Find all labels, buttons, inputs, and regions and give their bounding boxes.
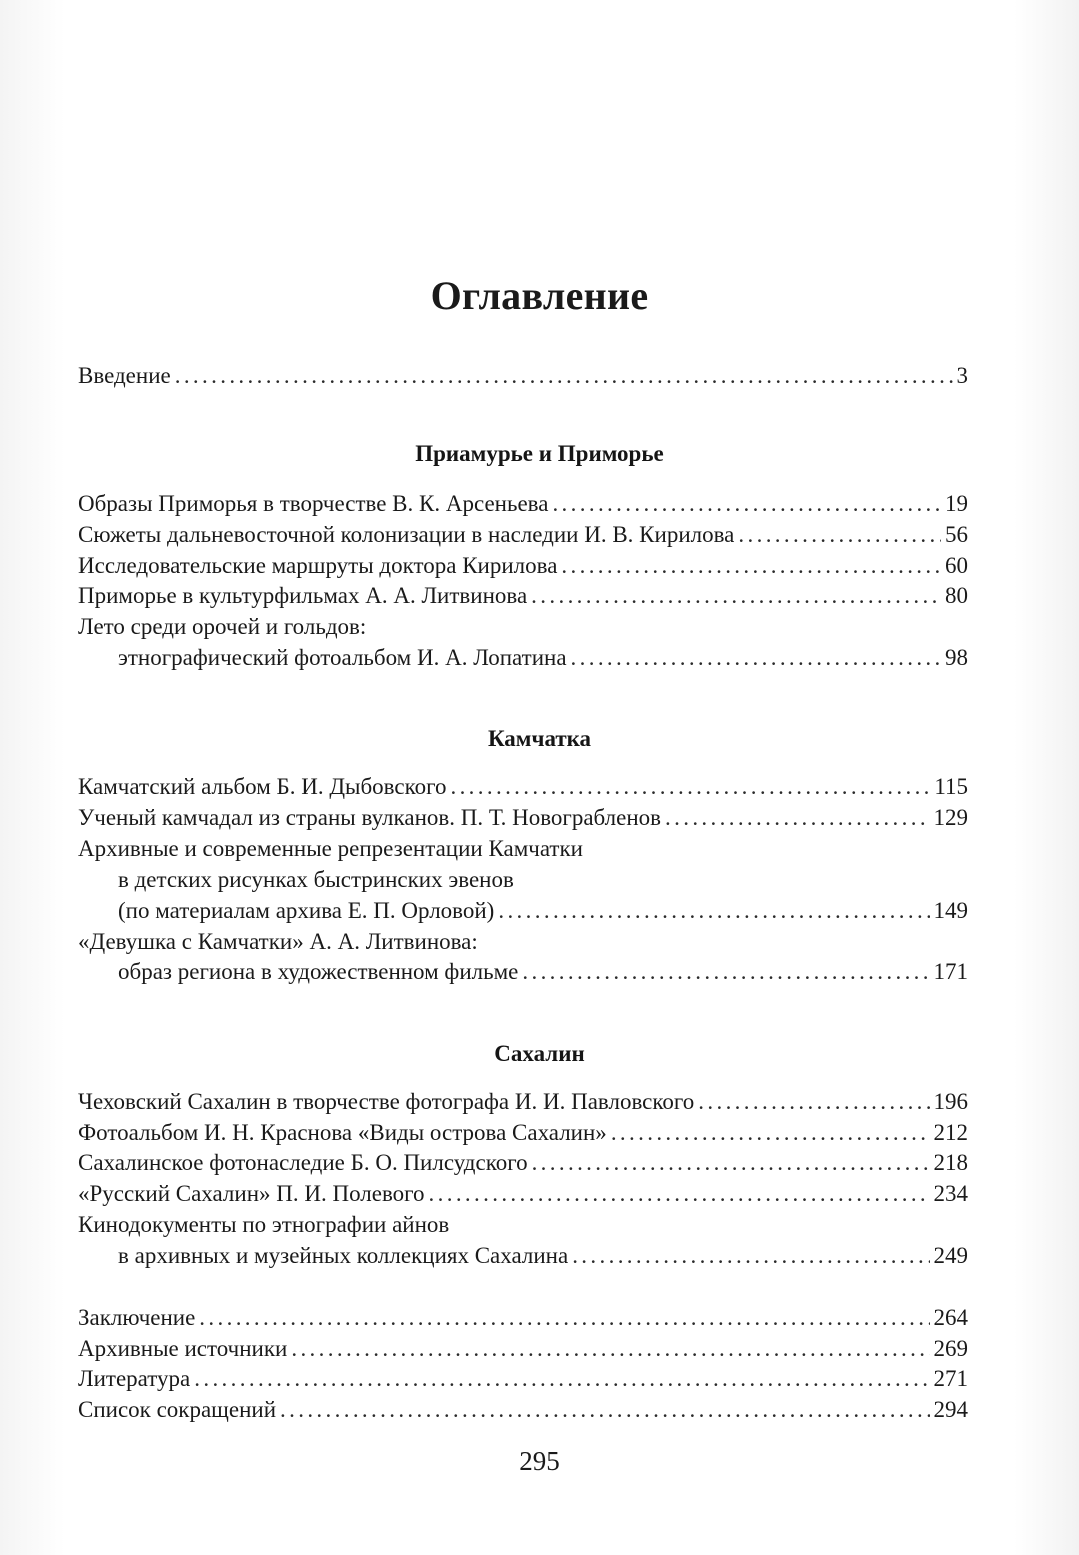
toc-entry-label: Исследовательские маршруты доктора Кирилова [78, 553, 558, 578]
toc-entry-label-line: Лето среди орочей и гольдов: [78, 614, 367, 639]
toc-entry-page: 98 [945, 645, 968, 670]
leader-dots [194, 1363, 929, 1394]
toc-entry-page: 149 [933, 898, 968, 923]
toc-entry-label: образ региона в художественном фильме [118, 959, 519, 984]
leader-dots [175, 360, 953, 391]
toc-entry-page: 129 [933, 805, 968, 830]
toc-entry-label: Ученый камчадал из страны вулканов. П. Т. Новограбленов [78, 805, 662, 830]
toc-entry-label: в архивных и музейных коллекциях Сахалина [118, 1243, 569, 1268]
toc-entry-label: (по материалам архива Е. П. Орловой) [118, 898, 495, 923]
toc-entry-page: 171 [933, 959, 968, 984]
page-title: Оглавление [430, 273, 649, 318]
toc-entry-label: Образы Приморья в творчестве В. К. Арсеньева [78, 491, 549, 516]
toc-entry-label: Приморье в культурфильмах А. А. Литвинова [78, 583, 528, 608]
toc-entry-back[interactable] [78, 1394, 968, 1425]
toc-entry-label: Заключение [78, 1305, 196, 1330]
toc-entry-page: 80 [945, 583, 968, 608]
toc-entry[interactable] [118, 895, 968, 926]
leader-dots [450, 771, 930, 802]
toc-entry-label: «Русский Сахалин» П. И. Полевого [78, 1181, 425, 1206]
leader-dots [698, 1086, 929, 1117]
toc-entry-label-line: Кинодокументы по этнографии айнов [78, 1212, 450, 1237]
leader-dots [611, 1117, 930, 1148]
toc-entry[interactable] [118, 1240, 968, 1271]
toc-entry-label: Чеховский Сахалин в творчестве фотографа И. И. Павловского [78, 1089, 695, 1114]
toc-entry-page: 271 [933, 1366, 968, 1391]
leader-dots [199, 1302, 929, 1333]
toc-entry-back[interactable] [78, 1333, 968, 1364]
toc-entry-page: 60 [945, 553, 968, 578]
toc-entry-label: Сахалинское фотонаследие Б. О. Пилсудского [78, 1150, 528, 1175]
toc-entry-page: 196 [933, 1089, 968, 1114]
toc-entry-intro[interactable] [78, 360, 968, 391]
leader-dots [531, 580, 941, 611]
toc-entry-page: 19 [945, 491, 968, 516]
toc-entry[interactable] [78, 580, 968, 611]
toc-entry-label: Введение [78, 363, 171, 388]
leader-dots [552, 488, 941, 519]
section-heading: Камчатка [487, 726, 592, 751]
toc-entry[interactable] [78, 771, 968, 802]
toc-entry-page: 294 [933, 1397, 968, 1422]
leader-dots [561, 550, 941, 581]
leader-dots [665, 802, 929, 833]
toc-entry-label: Литература [78, 1366, 191, 1391]
toc-entry-label: Сюжеты дальневосточной колонизации в наследии И. В. Кирилова [78, 522, 735, 547]
toc-entry[interactable] [78, 1117, 968, 1148]
toc-entry-page: 234 [933, 1181, 968, 1206]
toc-entry-label-line: «Девушка с Камчатки» А. А. Литвинова: [78, 929, 478, 954]
toc-entry-page: 212 [933, 1120, 968, 1145]
toc-entry[interactable] [78, 802, 968, 833]
leader-dots [571, 642, 941, 673]
toc-entry-label-line: в детских рисунках быстринских эвенов [118, 867, 514, 892]
leader-dots [572, 1240, 929, 1271]
toc-entry[interactable] [78, 1086, 968, 1117]
toc-entry[interactable] [78, 550, 968, 581]
toc-entry-label: Архивные источники [78, 1336, 288, 1361]
section-heading: Сахалин [494, 1041, 585, 1066]
toc-entry-label-line: Архивные и современные репрезентации Камчатки [78, 836, 583, 861]
toc-entry-label: этнографический фотоальбом И. А. Лопатина [118, 645, 567, 670]
toc-entry-page: 56 [945, 522, 968, 547]
page-number: 295 [519, 1446, 560, 1476]
leader-dots [498, 895, 929, 926]
toc-entry[interactable] [118, 642, 968, 673]
toc-entry-back[interactable] [78, 1302, 968, 1333]
toc-entry-page: 218 [933, 1150, 968, 1175]
toc-entry-page: 264 [933, 1305, 968, 1330]
toc-entry[interactable] [78, 519, 968, 550]
leader-dots [738, 519, 941, 550]
toc-entry-page: 269 [933, 1336, 968, 1361]
section-heading: Приамурье и Приморье [415, 441, 664, 466]
toc-entry-page: 115 [934, 774, 968, 799]
leader-dots [522, 956, 929, 987]
leader-dots [280, 1394, 929, 1425]
leader-dots [429, 1178, 930, 1209]
toc-entry-back[interactable] [78, 1363, 968, 1394]
toc-entry-label: Фотоальбом И. Н. Краснова «Виды острова Сахалин» [78, 1120, 607, 1145]
leader-dots [532, 1147, 930, 1178]
toc-entry[interactable] [78, 1178, 968, 1209]
toc-entry-page: 3 [956, 363, 968, 388]
toc-entry[interactable] [78, 1147, 968, 1178]
toc-entry[interactable] [118, 956, 968, 987]
toc-entry-page: 249 [933, 1243, 968, 1268]
toc-entry-label: Список сокращений [78, 1397, 277, 1422]
toc-entry-label: Камчатский альбом Б. И. Дыбовского [78, 774, 447, 799]
toc-entry[interactable] [78, 488, 968, 519]
leader-dots [291, 1333, 929, 1364]
